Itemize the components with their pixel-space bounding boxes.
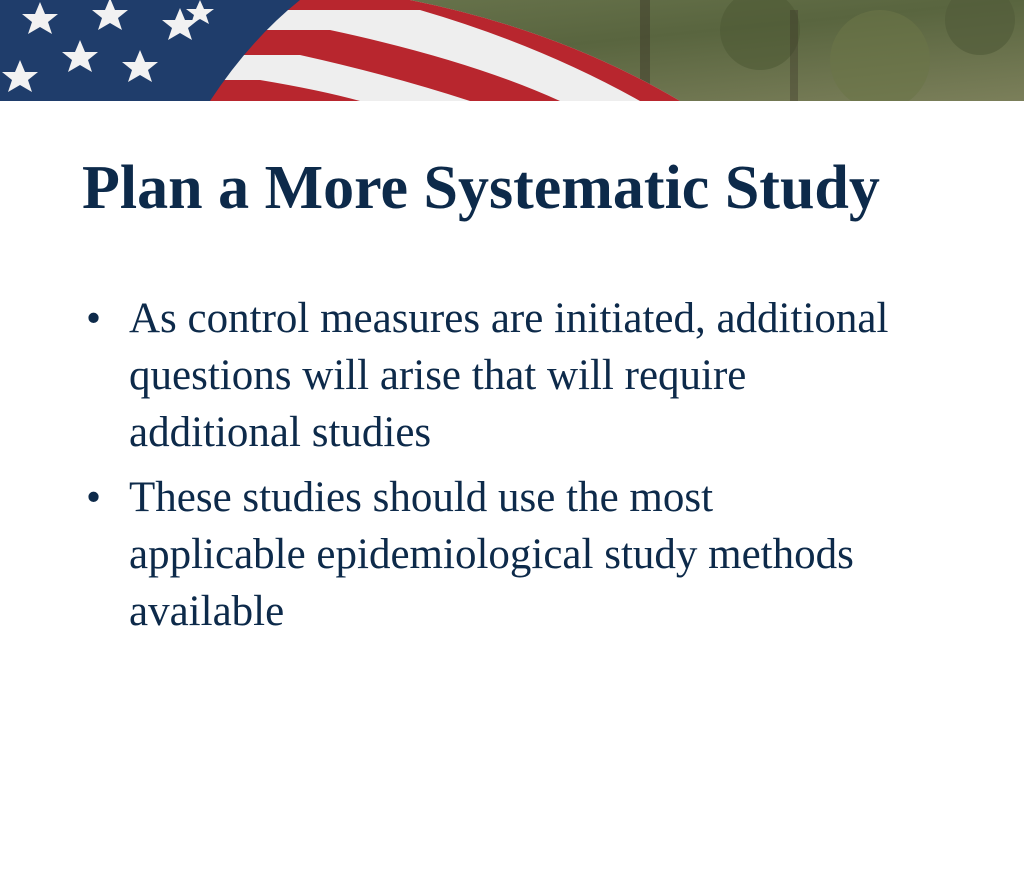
bullet-text: As control measures are initiated, additional questions will arise that will require additional studies [129,295,889,456]
bullet-marker: • [86,295,102,342]
flag-banner [0,0,1024,101]
bullet-text: These studies should use the most applicable epidemiological study methods available [129,474,854,635]
bullet-list [86,290,916,648]
bullet-item [86,290,916,461]
bullet-marker: • [86,474,102,521]
bullet-item [86,469,916,640]
american-flag-banner-image [0,0,1024,101]
slide-title: Plan a More Systematic Study [82,154,880,222]
